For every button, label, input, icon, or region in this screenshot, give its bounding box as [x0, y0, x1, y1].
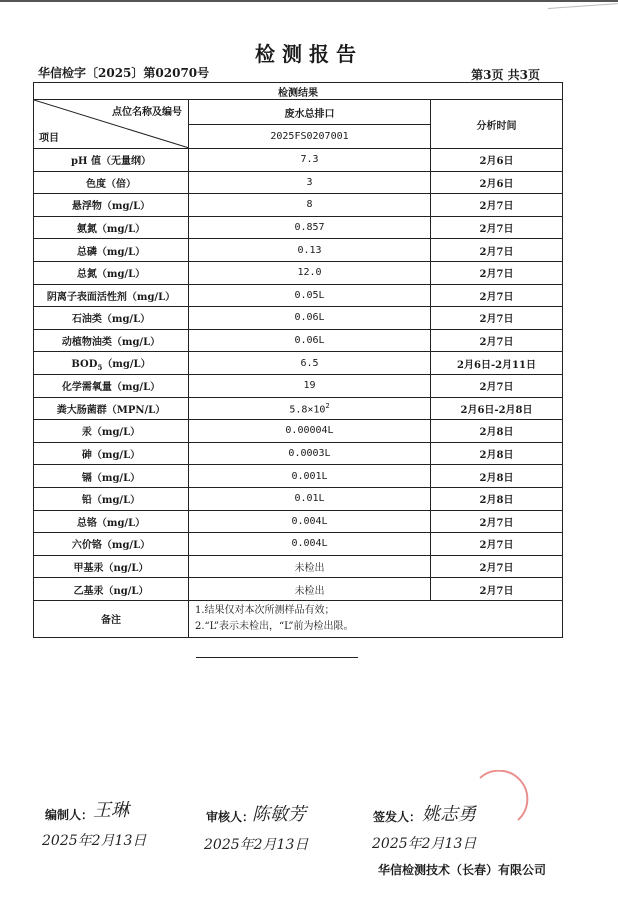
- issuer-label: 签发人：: [373, 810, 422, 824]
- corner-fold-line: [548, 3, 618, 9]
- item-name: 砷（mg/L）: [34, 442, 189, 465]
- item-value: 0.01L: [189, 487, 431, 510]
- table-row: [34, 149, 563, 172]
- bod-unit: （mg/L）: [102, 358, 151, 370]
- item-name: pH 值（无量纲）: [34, 149, 189, 172]
- item-value: 6.5: [189, 352, 431, 375]
- note-line-1: 1.结果仅对本次所测样品有效；: [195, 604, 335, 616]
- item-value: 0.857: [189, 216, 431, 239]
- item-name: 总氮（mg/L）: [34, 261, 189, 284]
- analysis-date: 2月7日: [431, 555, 563, 578]
- table-row: [34, 239, 563, 262]
- analysis-time-header: 分析时间: [431, 100, 563, 149]
- item-value: 0.06L: [189, 329, 431, 352]
- issuer-date: 2025年2月13日: [372, 836, 477, 852]
- notes-content: [189, 600, 563, 637]
- item-value: 0.13: [189, 239, 431, 262]
- table-row: [34, 374, 563, 397]
- item-name: 色度（倍）: [34, 171, 189, 194]
- result-table: [33, 82, 563, 638]
- reviewer-signature: 陈敏芳: [252, 804, 306, 825]
- table-row: [34, 171, 563, 194]
- table-row: [34, 397, 563, 420]
- table-row: [34, 465, 563, 488]
- table-row: [34, 352, 563, 375]
- analysis-date: 2月8日: [431, 442, 563, 465]
- point-name: 废水总排口: [189, 100, 431, 125]
- analysis-date: 2月7日: [431, 239, 563, 262]
- red-seal-arc: [470, 770, 530, 830]
- analysis-date: 2月7日: [431, 533, 563, 556]
- analysis-date: 2月7日: [431, 374, 563, 397]
- editor-signature: 王琳: [93, 800, 129, 821]
- item-name: 粪大肠菌群（MPN/L）: [34, 397, 189, 420]
- table-row: [34, 329, 563, 352]
- item-value: 0.05L: [189, 284, 431, 307]
- table-row: [34, 555, 563, 578]
- notes-label: 备注: [34, 600, 189, 637]
- company-name: 华信检测技术（长春）有限公司: [378, 863, 547, 877]
- item-name: 化学需氧量（mg/L）: [34, 374, 189, 397]
- issuer-signature: 姚志勇: [422, 804, 476, 825]
- table-row: [34, 487, 563, 510]
- table-row: [34, 578, 563, 601]
- analysis-date: 2月8日: [431, 487, 563, 510]
- item-value: 19: [189, 374, 431, 397]
- header-item-label: 项目: [39, 133, 59, 144]
- analysis-date: 2月7日: [431, 284, 563, 307]
- reviewer-date: 2025年2月13日: [204, 837, 309, 853]
- analysis-date: 2月6日-2月8日: [431, 397, 563, 420]
- item-value: 0.06L: [189, 307, 431, 330]
- report-number: 华信检字〔2025〕第02070号: [38, 66, 210, 80]
- point-code: 2025FS0207001: [189, 125, 431, 149]
- analysis-date: 2月6日: [431, 171, 563, 194]
- editor-label: 编制人：: [45, 808, 94, 822]
- item-value: 0.004L: [189, 533, 431, 556]
- result-rows: [34, 149, 563, 601]
- item-value: 0.001L: [189, 465, 431, 488]
- item-value: 未检出: [189, 578, 431, 601]
- top-border-line: [0, 0, 618, 2]
- item-value: 7.3: [189, 149, 431, 172]
- reviewer-label: 审核人：: [206, 810, 255, 824]
- bod-prefix: BOD: [71, 358, 98, 370]
- coliform-value: 5.8×10: [289, 403, 326, 415]
- item-name: 悬浮物（mg/L）: [34, 194, 189, 217]
- note-line-2: 2.“L”表示未检出，“L”前为检出限。: [195, 620, 354, 632]
- item-name: 乙基汞（ng/L）: [34, 578, 189, 601]
- item-name: 阴离子表面活性剂（mg/L）: [34, 284, 189, 307]
- item-name: 石油类（mg/L）: [34, 307, 189, 330]
- item-name: 六价铬（mg/L）: [34, 533, 189, 556]
- analysis-date: 2月7日: [431, 307, 563, 330]
- analysis-date: 2月7日: [431, 216, 563, 239]
- item-value: 0.004L: [189, 510, 431, 533]
- item-value: 未检出: [189, 555, 431, 578]
- table-row: [34, 194, 563, 217]
- table-row: [34, 216, 563, 239]
- item-name: 氨氮（mg/L）: [34, 216, 189, 239]
- item-name: 动植物油类（mg/L）: [34, 329, 189, 352]
- item-value: 0.0003L: [189, 442, 431, 465]
- item-name: 甲基汞（ng/L）: [34, 555, 189, 578]
- item-name: 总铬（mg/L）: [34, 510, 189, 533]
- analysis-date: 2月7日: [431, 578, 563, 601]
- table-row: [34, 284, 563, 307]
- analysis-date: 2月7日: [431, 510, 563, 533]
- analysis-date: 2月8日: [431, 420, 563, 443]
- item-name: 镉（mg/L）: [34, 465, 189, 488]
- analysis-date: 2月7日: [431, 194, 563, 217]
- item-name: [34, 352, 189, 375]
- item-value: 3: [189, 171, 431, 194]
- table-row: [34, 420, 563, 443]
- item-value: 12.0: [189, 261, 431, 284]
- item-value: 8: [189, 194, 431, 217]
- header-point-label: 点位名称及编号: [112, 107, 182, 118]
- table-row: [34, 533, 563, 556]
- analysis-date: 2月7日: [431, 329, 563, 352]
- bod-subscript: 5: [97, 362, 103, 372]
- editor-date: 2025年2月13日: [42, 833, 147, 849]
- page-info: 第3页 共3页: [471, 68, 540, 82]
- coliform-exponent: 2: [325, 401, 330, 410]
- analysis-date: 2月6日: [431, 149, 563, 172]
- analysis-date: 2月7日: [431, 261, 563, 284]
- separator-line: [196, 657, 358, 658]
- item-value: [189, 397, 431, 420]
- section-title: 检测结果: [34, 83, 563, 100]
- item-name: 总磷（mg/L）: [34, 239, 189, 262]
- item-name: 铅（mg/L）: [34, 487, 189, 510]
- table-row: [34, 442, 563, 465]
- document-title: 检测报告: [255, 42, 363, 66]
- table-row: [34, 261, 563, 284]
- table-row: [34, 307, 563, 330]
- table-row: [34, 510, 563, 533]
- analysis-date: 2月6日-2月11日: [431, 352, 563, 375]
- item-name: 汞（mg/L）: [34, 420, 189, 443]
- analysis-date: 2月8日: [431, 465, 563, 488]
- item-value: 0.00004L: [189, 420, 431, 443]
- diagonal-header-cell: [34, 100, 189, 149]
